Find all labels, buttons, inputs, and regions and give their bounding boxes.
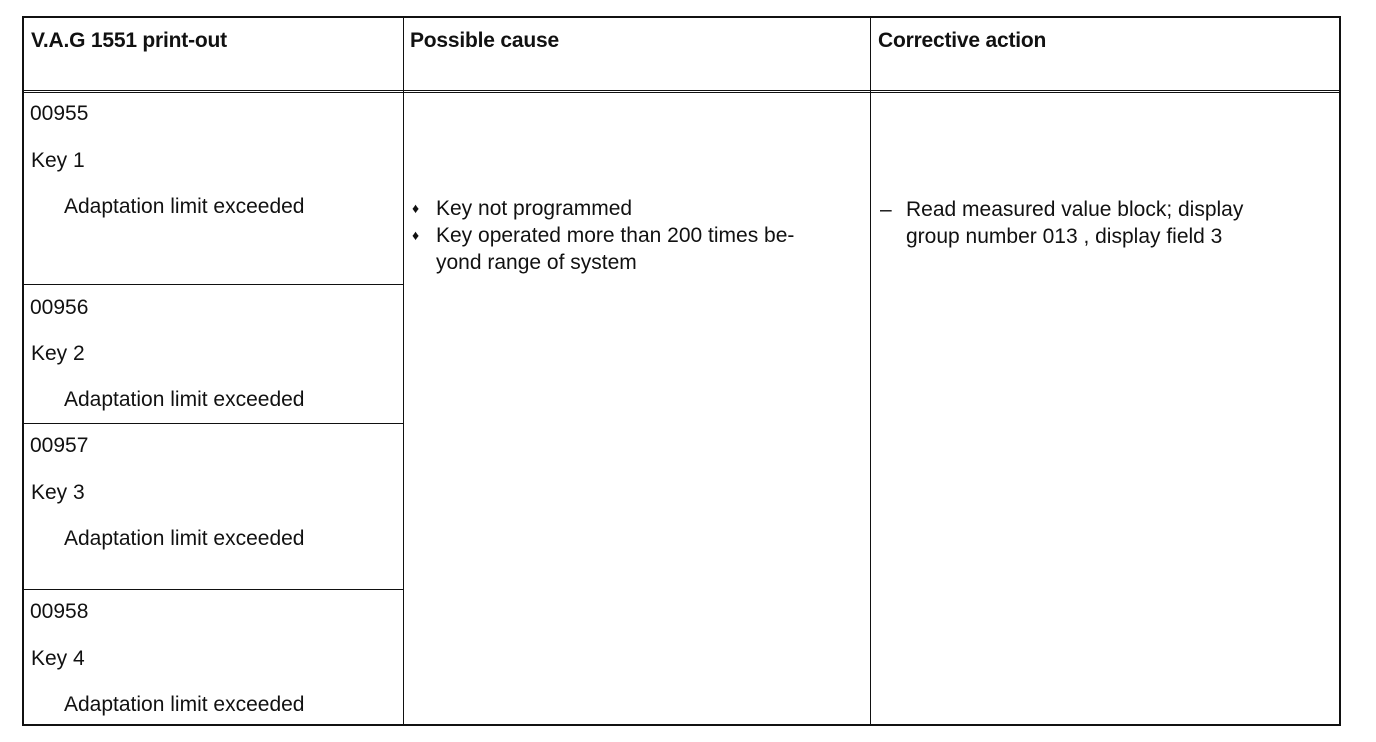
header-printout: V.A.G 1551 print-out	[31, 29, 227, 52]
fault-code: 00958	[30, 600, 89, 623]
cause-item	[412, 195, 794, 222]
fault-code: 00955	[30, 102, 89, 125]
fault-code: 00956	[30, 296, 89, 319]
fault-key: Key 1	[31, 149, 85, 172]
diamond-bullet-icon: ♦	[412, 227, 420, 243]
fault-description: Adaptation limit exceeded	[64, 195, 305, 218]
fault-description: Adaptation limit exceeded	[64, 693, 305, 716]
fault-key: Key 4	[31, 647, 85, 670]
row-divider	[24, 284, 403, 285]
header-divider	[24, 90, 1339, 93]
cause-text-continued: yond range of system	[436, 251, 637, 274]
row-divider	[24, 423, 403, 424]
cause-text: Key not programmed	[436, 197, 633, 220]
column-divider	[403, 18, 404, 724]
corrective-action	[880, 196, 1243, 250]
fault-code: 00957	[30, 434, 89, 457]
possible-cause-list	[412, 195, 794, 276]
cause-item	[412, 222, 794, 276]
fault-key: Key 2	[31, 342, 85, 365]
fault-table	[22, 16, 1341, 726]
action-text-continued: group number 013 , display field 3	[906, 225, 1223, 248]
fault-description: Adaptation limit exceeded	[64, 527, 305, 550]
fault-key: Key 3	[31, 481, 85, 504]
cause-text: Key operated more than 200 times be-	[436, 224, 795, 247]
row-divider	[24, 589, 403, 590]
dash-bullet-icon: –	[880, 198, 892, 221]
header-possible-cause: Possible cause	[410, 29, 559, 52]
header-corrective-action: Corrective action	[878, 29, 1047, 52]
diamond-bullet-icon: ♦	[412, 200, 420, 216]
column-divider	[870, 18, 871, 724]
fault-description: Adaptation limit exceeded	[64, 388, 305, 411]
action-text: Read measured value block; display	[906, 198, 1244, 221]
